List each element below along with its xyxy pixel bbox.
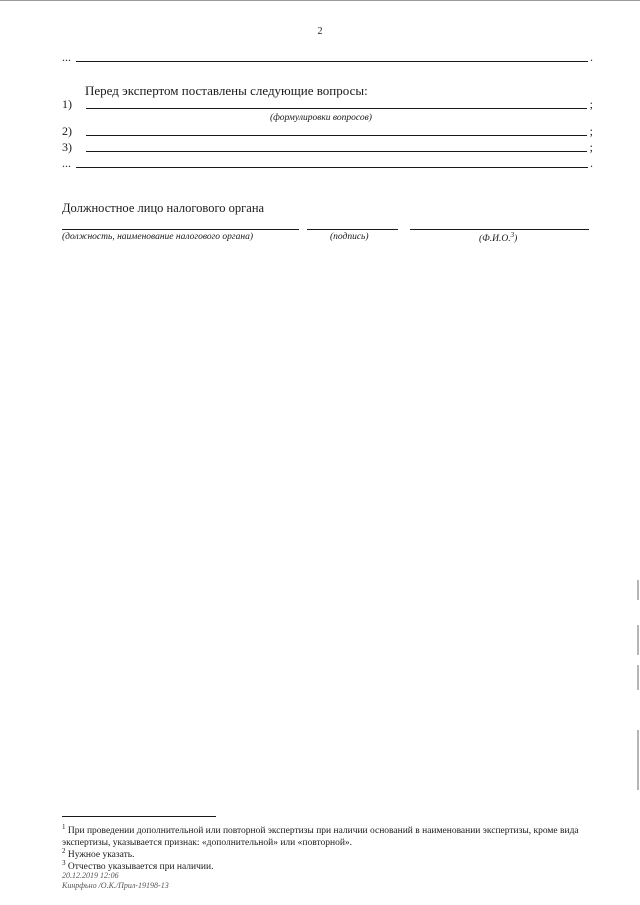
signature-line bbox=[307, 229, 398, 230]
ellipsis-mark: ... bbox=[62, 50, 71, 64]
question-line-3 bbox=[62, 140, 593, 154]
questions-caption: (формулировки вопросов) bbox=[270, 113, 372, 123]
footnote-1: $^1$ При проведении дополнительной или повторной экспертизы при наличии оснований в наименовании экспертизы, кроме вида экспертизы, указывается признак: «дополнительной» или «повторной». bbox=[62, 823, 579, 848]
scan-edge-mark bbox=[637, 580, 639, 600]
fill-line bbox=[86, 108, 587, 109]
question-number: 2) bbox=[62, 124, 72, 138]
text-line-ellipsis-bottom bbox=[62, 156, 593, 170]
fill-line bbox=[86, 151, 587, 152]
name-caption: (Ф.И.О.$^3$) bbox=[479, 231, 518, 245]
fill-line bbox=[76, 61, 588, 62]
question-line-1 bbox=[62, 97, 593, 111]
page-number: 2 bbox=[317, 26, 323, 37]
ellipsis-mark: ... bbox=[62, 156, 71, 170]
name-line bbox=[410, 229, 589, 230]
official-title: Должностное лицо налогового органа bbox=[62, 201, 265, 215]
footnote-separator bbox=[62, 816, 216, 817]
semicolon-mark: ; bbox=[589, 140, 593, 154]
semicolon-mark: ; bbox=[589, 97, 593, 111]
position-caption: (должность, наименование налогового органа) bbox=[62, 232, 253, 242]
fill-line bbox=[76, 167, 588, 168]
question-line-2 bbox=[62, 124, 593, 138]
page-top-border bbox=[0, 0, 640, 1]
scan-edge-mark bbox=[637, 625, 639, 655]
period-mark: . bbox=[590, 156, 593, 170]
questions-heading: Перед экспертом поставлены следующие вопросы: bbox=[85, 83, 368, 98]
print-stamp-code: Кинрфьно /О.К./Прил-19198-13 bbox=[62, 881, 169, 890]
period-mark: . bbox=[590, 50, 593, 64]
semicolon-mark: ; bbox=[589, 124, 593, 138]
signature-caption: (подпись) bbox=[330, 232, 369, 242]
footnote-3: $^3$ Отчество указывается при наличии. bbox=[62, 859, 214, 873]
text-line-ellipsis-top bbox=[62, 50, 593, 64]
print-stamp-date: 20.12.2019 12:06 bbox=[62, 871, 119, 880]
fill-line bbox=[86, 135, 587, 136]
footnote-2: $^2$ Нужное указать. bbox=[62, 847, 135, 861]
scan-edge-mark bbox=[637, 665, 639, 690]
question-number: 3) bbox=[62, 140, 72, 154]
scan-edge-mark bbox=[637, 730, 639, 790]
position-line bbox=[62, 229, 299, 230]
question-number: 1) bbox=[62, 97, 72, 111]
